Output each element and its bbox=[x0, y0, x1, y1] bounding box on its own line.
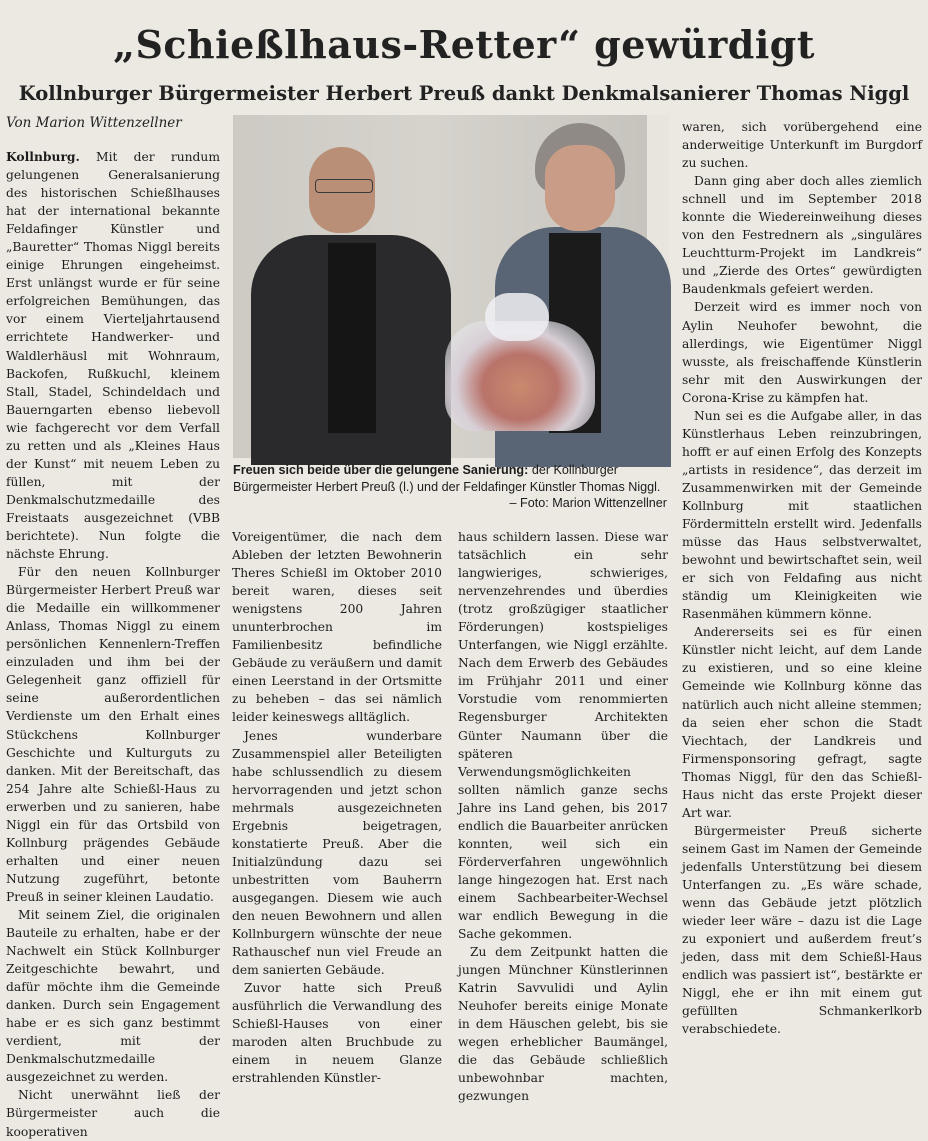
paragraph: Bürgermeister Preuß sicherte seinem Gast im Namen der Gemeinde jedenfalls Unterstützung bei diesem Unterfangen zu. „Es wäre schade, wenn das Gebäude jetzt plötzlich wieder leer wäre – dazu ist die Lage zu exponiert und außerdem freut’s jeden, dass mit dem Schießl-Haus endlich was passiert ist“, bestärkte er Niggl, ehe er ihn mit einem gut gefüllten Schmankerlkorb verabschiedete. bbox=[682, 823, 922, 1037]
bleed-through-text bbox=[400, 0, 690, 20]
paragraph: Nicht unerwähnt ließ der Bürgermeister auch die kooperativen bbox=[6, 1088, 220, 1139]
article-photo bbox=[233, 115, 669, 458]
dateline: Kollnburg. bbox=[6, 149, 80, 164]
article-column-1 bbox=[6, 148, 221, 1139]
paragraph-text: Mit der rundum gelungenen Generalsanierung des historischen Schießlhauses hat der international bekannte Feldafinger Künstler und „Bauretter“ Thomas Niggl bereits einige Ehrungen eingeheimst. Erst unlängst wurde er für seine erfolgreichen Bemühungen, das vor einem Vierteljahrtausend errichtete Handwerker- und Waldlerhäusl mit Wohnraum, Backofen, Rußkuchl, kleinem Stall, Stadel, Schindeldach und Bauerngarten ebenso liebevoll wie fachgerecht vor dem Verfall zu retten und als „Kleines Haus der Kunst“ mit neuem Leben zu füllen, mit der Denkmalschutzmedaille des Freistaats ausgezeichnet (VBB berichtete). Nun folgte die nächste Ehrung. bbox=[6, 150, 220, 562]
paragraph: Nun sei es die Aufgabe aller, in das Künstlerhaus Leben reinzubringen, hofft er auf einen Erfolg des Konzepts „artists in residence“, das derzeit im Zusammenwirken mit der Gemeinde Kollnburg mit staatlichen Fördermitteln erstellt wird. Jedenfalls müsse das Haus selbstverwaltet, bewohnt und bewirtschaftet sein, weil er sich von Feldafing aus nicht ständig um Kleinigkeiten wie Rasenmähen kümmern könne. bbox=[682, 408, 922, 622]
article-headline: „Schießlhaus-Retter“ gewürdigt bbox=[113, 22, 815, 67]
article-column-4 bbox=[682, 118, 922, 1037]
paragraph: Jenes wunderbare Zusammenspiel aller Beteiligten habe schlussendlich zu diesem hervorragenden und jetzt schon mehrmals ausgezeichneten Ergebnis beigetragen, konstatierte Preuß. Aber die Initialzündung dazu sei unbestritten vom Bauherrn ausgegangen. Diesem wie auch den neuen Bewohnern und allen Kollnburgern wünschte der neue Rathauschef nun viel Freude an dem sanierten Gebäude. bbox=[232, 728, 442, 978]
photo-credit: – Foto: Marion Wittenzellner bbox=[509, 496, 667, 510]
paragraph: waren, sich vorübergehend eine anderweitige Unterkunft im Burgdorf zu suchen. bbox=[682, 120, 922, 171]
paragraph: Zu dem Zeitpunkt hatten die jungen Münchner Künstlerinnen Katrin Savvulidi und Aylin Neuhofer bereits einige Monate in dem Häuschen gelebt, bis sie wegen erheblicher Baumängel, die das Gebäude schließlich unbewohnbar machten, gezwungen bbox=[458, 945, 668, 1104]
caption-text: der Kollnburger Bürgermeister Herbert Preuß (l.) und der Feldafinger Künstler Thomas Niggl. bbox=[233, 463, 661, 494]
photo-cellophane-bow bbox=[485, 293, 549, 341]
article-byline: Von Marion Wittenzellner bbox=[6, 115, 182, 131]
photo-person-left-shirt bbox=[328, 243, 376, 433]
paragraph: Mit seinem Ziel, die originalen Bauteile zu erhalten, habe er der Nachwelt ein Stück Kollnburger Zeitgeschichte bewahrt, und dafür möchte ihm die Gemeinde danken. Durch sein Engagement habe er es sich ganz bestimmt verdient, mit der Denkmalschutzmedaille ausgezeichnet zu werden. bbox=[6, 907, 220, 1085]
paragraph: Andererseits sei es für einen Künstler nicht leicht, auf dem Lande zu existieren, und so eine kleine Gemeinde wie Kollnburg könne das natürlich auch nicht alleine stemmen; da seien eher schon die Stadt Viechtach, der Landkreis und Firmensponsoring gefragt, sagte Thomas Niggl, für den das Schießl-Haus nicht das erste Projekt dieser Art war. bbox=[682, 625, 922, 820]
paragraph: haus schildern lassen. Diese war tatsächlich ein sehr langwieriges, schwieriges, nervenzehrendes und überdies (trotz großzügiger staatlicher Förderungen) kostspieliges Unterfangen, wie Niggl erzählte. Nach dem Erwerb des Gebäudes im Frühjahr 2011 und einer Vorstudie vom renommierten Regensburger Architekten Günter Naumann über die späteren Verwendungsmöglichkeiten sollten nämlich ganze sechs Jahre ins Land gehen, bis 2017 endlich die Bauarbeiter anrücken konnten, weil sich ein Förderverfahren ungewöhnlich lange hingezogen hat. Erst nach einem Sachbearbeiter-Wechsel war endlich Bewegung in die Sache gekommen. bbox=[458, 530, 668, 942]
article-column-3 bbox=[458, 528, 668, 1104]
paragraph: Für den neuen Kollnburger Bürgermeister Herbert Preuß war die Medaille ein willkommener Anlass, Thomas Niggl zu einem persönlichen Kennenlern-Treffen einzuladen und ihm bei der Gelegenheit ganz offiziell für seine außerordentlichen Verdienste um den Erhalt eines Stückchens Kollnburger Geschichte und Kulturguts zu danken. Mit der Bereitschaft, das 254 Jahre alte Schießl-Haus zu erwerben und zu sanieren, habe Niggl ein für das Ortsbild von Kollnburg prägendes Gebäude erhalten und einer neuen Nutzung zugeführt, betonte Preuß in seiner kleinen Laudatio. bbox=[6, 565, 221, 904]
paragraph bbox=[6, 148, 220, 563]
article-subheadline: Kollnburger Bürgermeister Herbert Preuß dankt Denkmalsanierer Thomas Niggl bbox=[18, 82, 910, 105]
paragraph: Voreigentümer, die nach dem Ableben der letzten Bewohnerin Theres Schießl im Oktober 2010 bereit waren, dieses seit wenigstens 200 Jahren ununterbrochen im Familienbesitz befindliche Gebäude zu veräußern und damit einen Leerstand in der Ortsmitte zu beheben – das sei nämlich leider keineswegs alltäglich. bbox=[232, 530, 442, 725]
photo-caption bbox=[233, 462, 669, 512]
article-column-2 bbox=[232, 528, 442, 1086]
photo-person-right-head bbox=[545, 145, 615, 231]
caption-lead: Freuen sich beide über die gelungene Sanierung: bbox=[233, 463, 529, 477]
paragraph: Zuvor hatte sich Preuß ausführlich die Verwandlung des Schießl-Hauses von einer maroden alten Bruchbude zu einem in neuem Glanze erstrahlenden Künstler- bbox=[232, 981, 442, 1086]
paragraph: Derzeit wird es immer noch von Aylin Neuhofer bewohnt, die allerdings, wie Eigentümer Niggl wusste, als freischaffende Künstlerin sehr mit den Auswirkungen der Corona-Krise zu kämpfen hat. bbox=[682, 300, 922, 405]
photo-glasses bbox=[315, 179, 373, 193]
paragraph: Dann ging aber doch alles ziemlich schnell und im September 2018 konnte die Wiedereinweihung dieses von den Festrednern als „singuläres Leuchtturm-Projekt im Landkreis“ und „Zierde des Ortes“ gewürdigten Baudenkmals gefeiert werden. bbox=[682, 174, 922, 297]
